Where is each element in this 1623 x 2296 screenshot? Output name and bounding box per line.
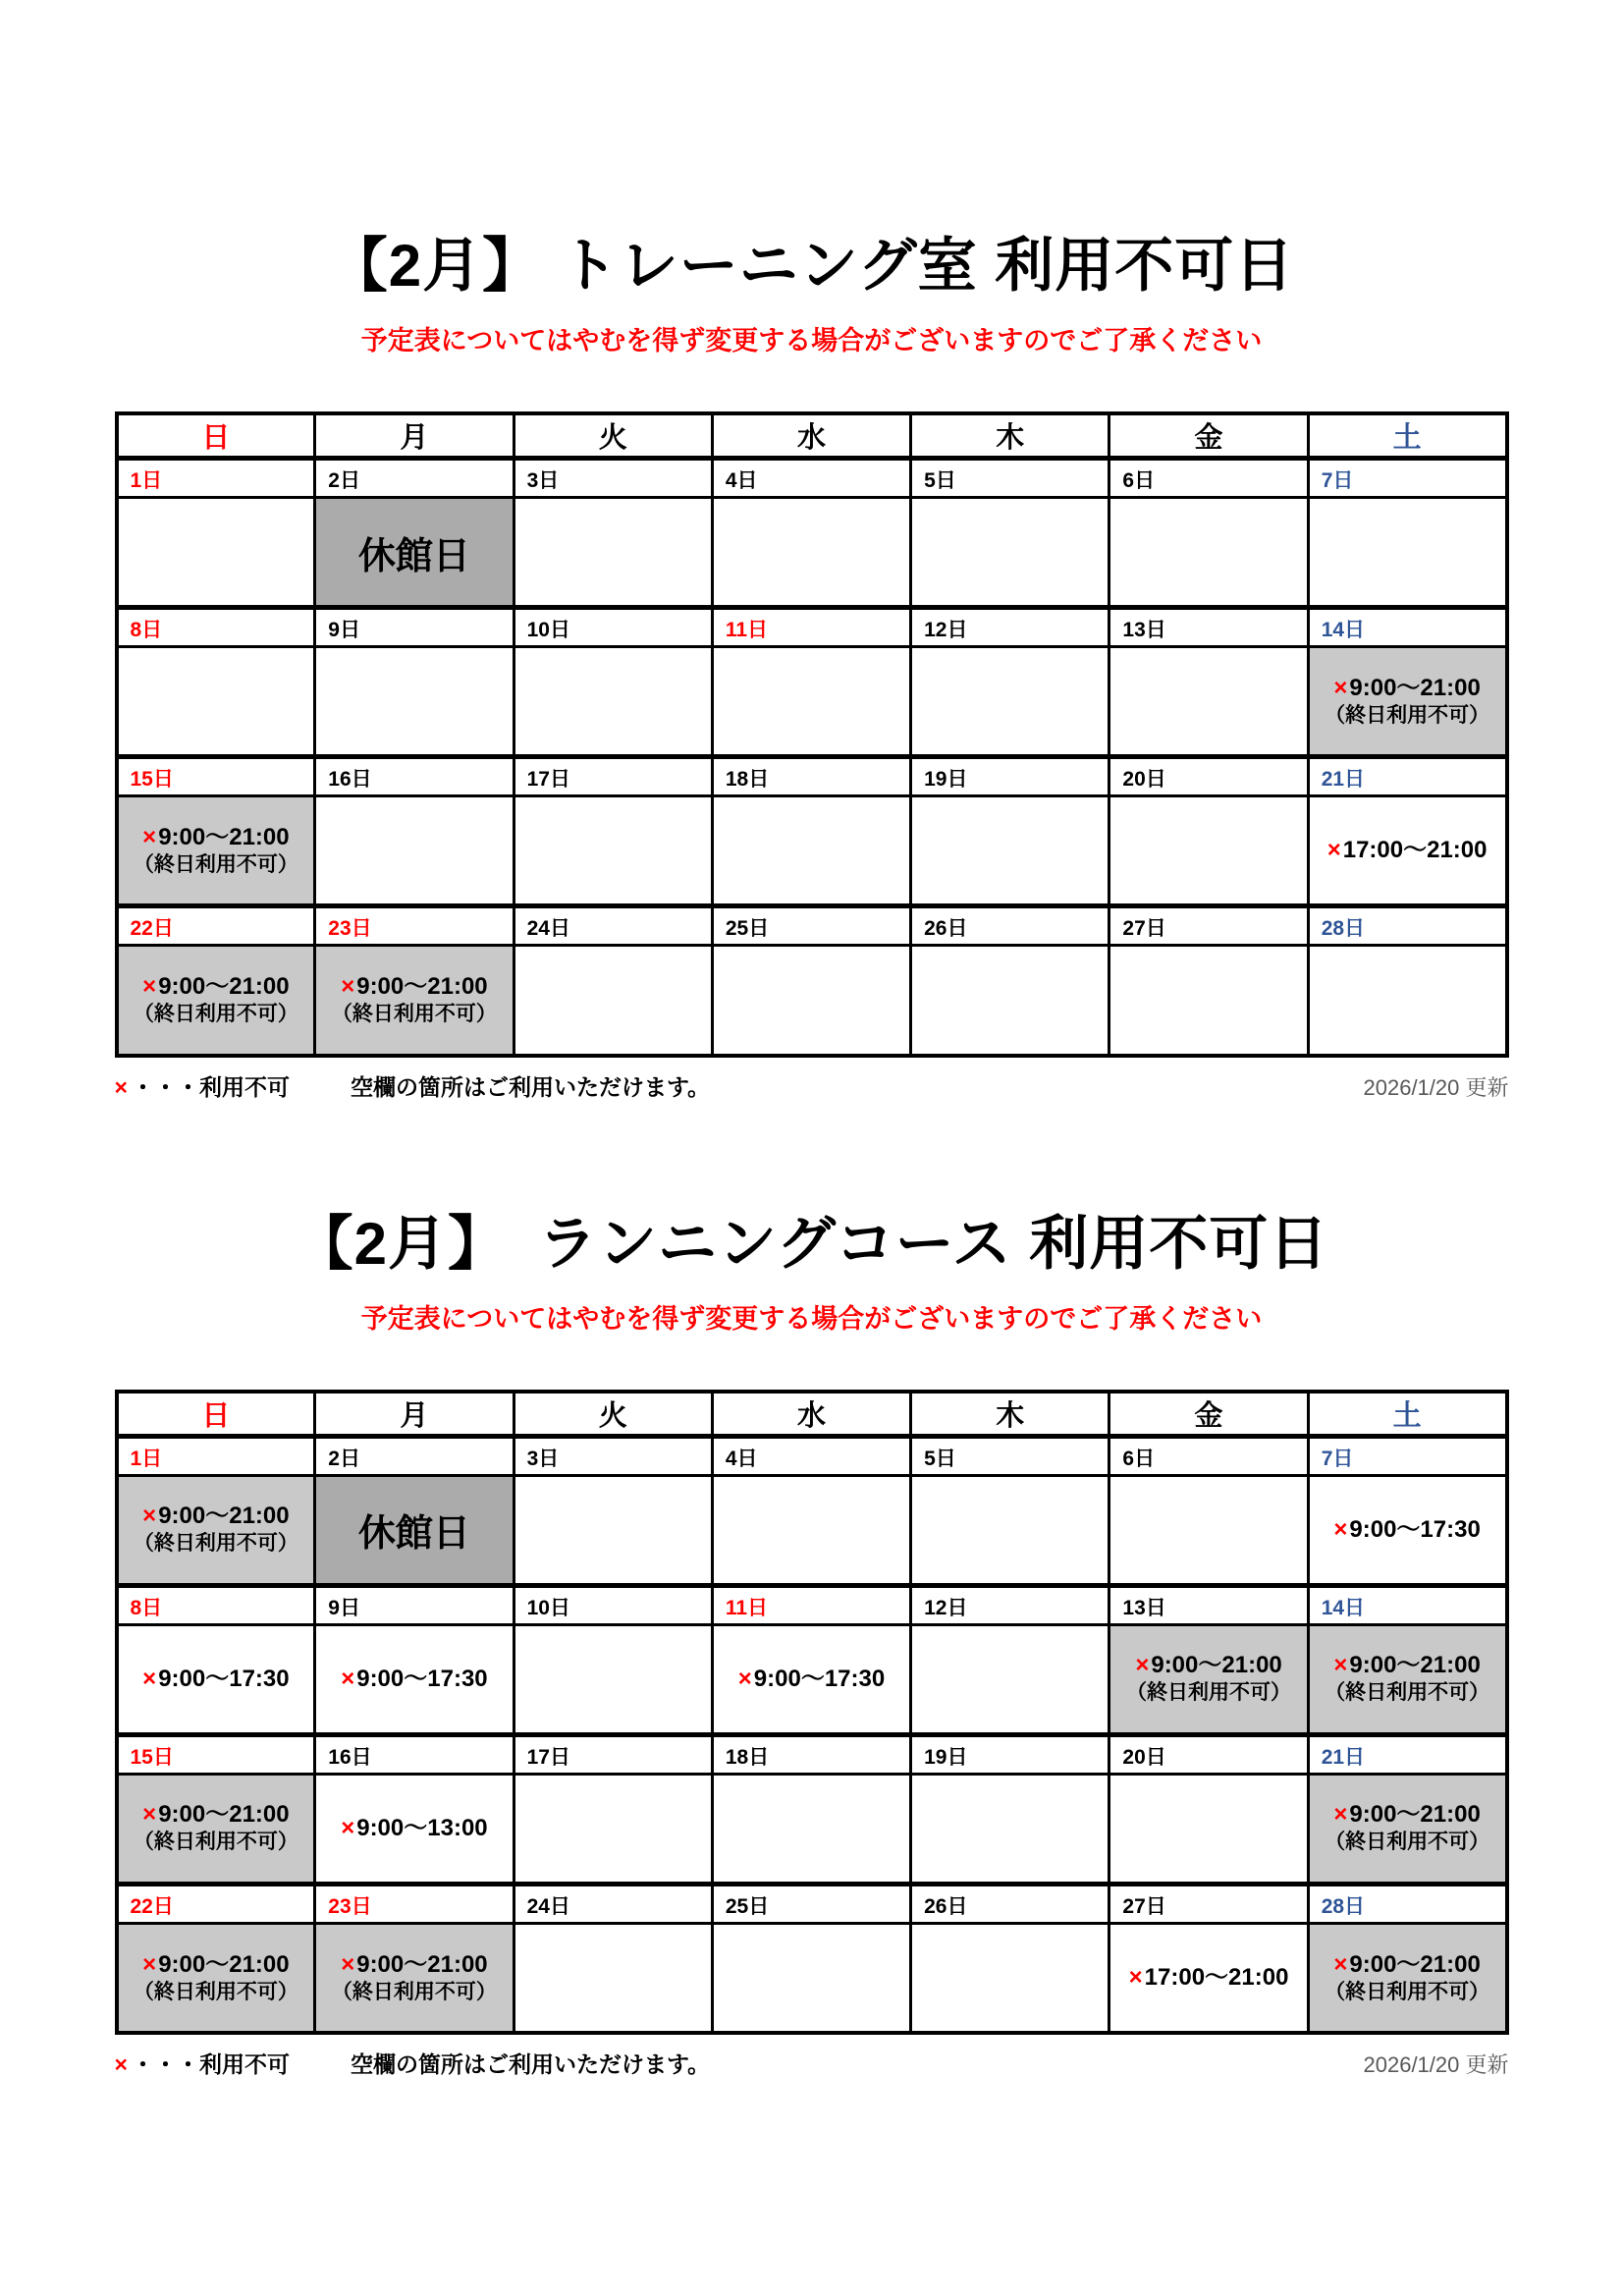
unavailable-allday-cell: [117, 1923, 315, 2033]
available-empty-cell: [514, 647, 712, 757]
x-mark: ×: [341, 1814, 355, 1841]
available-empty-cell: [712, 796, 910, 906]
day-number: 28日: [1308, 906, 1506, 946]
legend-blank-note: 空欄の箇所はご利用いただけます。: [350, 1073, 711, 1100]
calendar-body: [117, 1436, 1507, 2033]
x-mark: ×: [737, 1665, 752, 1692]
day-number: 9日: [315, 608, 514, 647]
day-number: 16日: [315, 1734, 514, 1774]
available-empty-cell: [712, 498, 910, 608]
day-number-row: [117, 459, 1507, 498]
time-range: [318, 972, 510, 1002]
time-text: 9:00～17:30: [158, 1665, 290, 1692]
time-text: 9:00～21:00: [158, 973, 290, 1001]
day-number: 10日: [514, 608, 712, 647]
time-text: 9:00～21:00: [1349, 1652, 1481, 1679]
x-mark: ×: [341, 1950, 355, 1978]
time-text: 9:00～13:00: [356, 1814, 488, 1841]
day-number: 22日: [117, 1884, 315, 1923]
available-empty-cell: [514, 498, 712, 608]
day-number: 12日: [911, 1585, 1109, 1624]
week-content-row: [117, 1475, 1507, 1585]
day-number: 23日: [315, 906, 514, 946]
legend: [115, 2047, 711, 2079]
day-number-row: [117, 1734, 1507, 1774]
unavailable-time-cell: [1308, 796, 1506, 906]
allday-note: （終日利用不可）: [1126, 1681, 1292, 1705]
available-empty-cell: [514, 1475, 712, 1585]
available-empty-cell: [911, 946, 1109, 1056]
weekday-label: 火: [514, 1392, 712, 1437]
time-text: 17:00～21:00: [1144, 1963, 1289, 1991]
available-empty-cell: [712, 1774, 910, 1884]
available-empty-cell: [712, 1475, 910, 1585]
allday-note: （終日利用不可）: [133, 1532, 298, 1556]
day-number: 26日: [911, 1884, 1109, 1923]
day-number-row: [117, 1884, 1507, 1923]
available-empty-cell: [1109, 498, 1308, 608]
x-mark: ×: [1135, 1652, 1150, 1679]
day-number: 17日: [514, 1734, 712, 1774]
day-number: 3日: [514, 459, 712, 498]
allday-note: （終日利用不可）: [133, 1003, 298, 1026]
training-room-calendar-section: [0, 0, 1623, 1102]
day-number-row: [117, 906, 1507, 946]
x-mark: ×: [142, 1950, 157, 1978]
day-number: 23日: [315, 1884, 514, 1923]
updated-date: 2026/1/20 更新: [1363, 2052, 1509, 2078]
unavailable-allday-cell: [117, 796, 315, 906]
available-empty-cell: [1109, 946, 1308, 1056]
weekday-label: 月: [315, 413, 514, 459]
day-number: 11日: [712, 1585, 910, 1624]
allday-note: （終日利用不可）: [1325, 1831, 1490, 1854]
day-number: 27日: [1109, 1884, 1308, 1923]
unavailable-allday-cell: [117, 946, 315, 1056]
day-number: 20日: [1109, 1734, 1308, 1774]
time-text: 9:00～17:30: [753, 1665, 886, 1692]
closed-day-cell: [315, 1475, 514, 1585]
weekday-label: 日: [117, 413, 315, 459]
day-number: 1日: [117, 1436, 315, 1475]
time-range: [318, 1814, 510, 1843]
day-number: 5日: [911, 1436, 1109, 1475]
x-mark: ×: [1333, 1515, 1348, 1543]
time-text: 9:00～21:00: [1349, 1950, 1481, 1978]
day-number: 19日: [911, 757, 1109, 796]
weekday-header-row: [117, 1392, 1507, 1437]
running-course-calendar-section: [0, 1102, 1623, 2080]
time-text: 9:00～21:00: [356, 1950, 488, 1978]
unavailable-allday-cell: [117, 1774, 315, 1884]
day-number: 7日: [1308, 459, 1506, 498]
weekday-label: 水: [712, 413, 910, 459]
training-room-title: 【2月】 トレーニング室 利用不可日: [328, 233, 1295, 299]
unavailable-time-cell: [117, 1624, 315, 1734]
day-number: 15日: [117, 757, 315, 796]
x-mark: ×: [1333, 674, 1348, 701]
day-number: 12日: [911, 608, 1109, 647]
day-number: 21日: [1308, 1734, 1506, 1774]
allday-note: （終日利用不可）: [331, 1003, 497, 1026]
available-empty-cell: [315, 796, 514, 906]
day-number: 3日: [514, 1436, 712, 1475]
available-empty-cell: [1109, 796, 1308, 906]
available-empty-cell: [712, 946, 910, 1056]
day-number: 25日: [712, 906, 910, 946]
unavailable-allday-cell: [1109, 1624, 1308, 1734]
available-empty-cell: [911, 1774, 1109, 1884]
closed-label: 休館日: [357, 1513, 470, 1556]
week-content-row: [117, 498, 1507, 608]
unavailable-allday-cell: [1308, 1923, 1506, 2033]
unavailable-allday-cell: [1308, 647, 1506, 757]
x-mark: ×: [1326, 837, 1341, 864]
weekday-label: 木: [911, 1392, 1109, 1437]
week-content-row: [117, 946, 1507, 1056]
x-mark: ×: [142, 1503, 157, 1530]
available-empty-cell: [911, 647, 1109, 757]
time-text: 9:00～17:30: [356, 1665, 488, 1692]
available-empty-cell: [117, 498, 315, 608]
legend: [115, 1069, 711, 1102]
training-room-footnote: [115, 1069, 1509, 1102]
time-range: [318, 1950, 510, 1980]
time-range: [1312, 836, 1503, 865]
updated-date: 2026/1/20 更新: [1363, 1074, 1509, 1100]
day-number-row: [117, 608, 1507, 647]
unavailable-allday-cell: [1308, 1624, 1506, 1734]
available-empty-cell: [911, 1475, 1109, 1585]
day-number: 21日: [1308, 757, 1506, 796]
available-empty-cell: [514, 796, 712, 906]
x-mark: ×: [142, 973, 157, 1001]
available-empty-cell: [911, 498, 1109, 608]
weekday-label: 土: [1308, 413, 1506, 459]
time-range: [1312, 1515, 1503, 1545]
available-empty-cell: [1109, 647, 1308, 757]
available-empty-cell: [712, 1923, 910, 2033]
weekday-label: 金: [1109, 1392, 1308, 1437]
unavailable-time-cell: [315, 1624, 514, 1734]
legend-blank-note: 空欄の箇所はご利用いただけます。: [350, 2051, 711, 2078]
time-range: [1112, 1963, 1304, 1993]
unavailable-allday-cell: [315, 1923, 514, 2033]
day-number-row: [117, 1436, 1507, 1475]
day-number: 14日: [1308, 1585, 1506, 1624]
time-range: [1112, 1651, 1304, 1680]
running-course-calendar-table: [115, 1390, 1509, 2036]
x-mark: ×: [114, 1073, 128, 1100]
x-mark: ×: [341, 1665, 355, 1692]
running-course-title: 【2月】 ランニングコース 利用不可日: [294, 1210, 1329, 1277]
available-empty-cell: [514, 1923, 712, 2033]
unavailable-allday-cell: [117, 1475, 315, 1585]
time-range: [121, 1950, 312, 1980]
unavailable-time-cell: [1109, 1923, 1308, 2033]
available-empty-cell: [911, 796, 1109, 906]
x-mark: ×: [142, 1665, 157, 1692]
running-course-notice: 予定表についてはやむを得ず変更する場合がございますのでご了承ください: [360, 1303, 1263, 1334]
unavailable-time-cell: [1308, 1475, 1506, 1585]
time-range: [1312, 1950, 1503, 1980]
available-empty-cell: [1109, 1774, 1308, 1884]
allday-note: （終日利用不可）: [133, 852, 298, 876]
day-number: 15日: [117, 1734, 315, 1774]
day-number-row: [117, 1585, 1507, 1624]
day-number: 13日: [1109, 608, 1308, 647]
allday-note: （終日利用不可）: [1325, 1681, 1490, 1705]
time-text: 9:00～21:00: [158, 1801, 290, 1829]
day-number: 2日: [315, 459, 514, 498]
available-empty-cell: [315, 647, 514, 757]
unavailable-allday-cell: [1308, 1774, 1506, 1884]
available-empty-cell: [514, 946, 712, 1056]
time-text: 9:00～17:30: [1349, 1515, 1481, 1543]
week-content-row: [117, 1923, 1507, 2033]
time-range: [121, 1800, 312, 1830]
time-text: 9:00～21:00: [158, 1503, 290, 1530]
day-number: 25日: [712, 1884, 910, 1923]
x-mark: ×: [1333, 1652, 1348, 1679]
time-range: [121, 1502, 312, 1531]
allday-note: （終日利用不可）: [1325, 1980, 1490, 2003]
weekday-header-row: [117, 413, 1507, 459]
weekday-label: 月: [315, 1392, 514, 1437]
time-text: 9:00～21:00: [158, 823, 290, 850]
time-range: [121, 972, 312, 1002]
unavailable-time-cell: [315, 1774, 514, 1884]
day-number: 19日: [911, 1734, 1109, 1774]
x-mark: ×: [1333, 1801, 1348, 1829]
legend-x-meaning: ・・・利用不可: [131, 1073, 290, 1100]
day-number: 1日: [117, 459, 315, 498]
weekday-header: [117, 413, 1507, 459]
time-range: [121, 1665, 312, 1694]
training-room-calendar-table: [115, 411, 1509, 1058]
weekday-label: 金: [1109, 413, 1308, 459]
unavailable-allday-cell: [315, 946, 514, 1056]
time-range: [1312, 1800, 1503, 1830]
day-number: 22日: [117, 906, 315, 946]
allday-note: （終日利用不可）: [331, 1980, 497, 2003]
day-number: 13日: [1109, 1585, 1308, 1624]
available-empty-cell: [712, 647, 910, 757]
time-text: 9:00～21:00: [1349, 674, 1481, 701]
allday-note: （終日利用不可）: [1325, 703, 1490, 727]
time-text: 9:00～21:00: [356, 973, 488, 1001]
x-mark: ×: [114, 2051, 128, 2078]
weekday-label: 水: [712, 1392, 910, 1437]
time-range: [716, 1665, 907, 1694]
time-text: 9:00～21:00: [1349, 1801, 1481, 1829]
day-number: 17日: [514, 757, 712, 796]
day-number: 9日: [315, 1585, 514, 1624]
week-content-row: [117, 1774, 1507, 1884]
day-number: 7日: [1308, 1436, 1506, 1475]
day-number-row: [117, 757, 1507, 796]
day-number: 10日: [514, 1585, 712, 1624]
x-mark: ×: [341, 973, 355, 1001]
available-empty-cell: [117, 647, 315, 757]
unavailable-time-cell: [712, 1624, 910, 1734]
running-course-footnote: [115, 2047, 1509, 2079]
day-number: 5日: [911, 459, 1109, 498]
time-range: [1312, 1651, 1503, 1680]
calendar-body: [117, 459, 1507, 1056]
day-number: 27日: [1109, 906, 1308, 946]
time-text: 17:00～21:00: [1342, 837, 1488, 864]
allday-note: （終日利用不可）: [133, 1831, 298, 1854]
day-number: 28日: [1308, 1884, 1506, 1923]
available-empty-cell: [911, 1624, 1109, 1734]
day-number: 6日: [1109, 1436, 1308, 1475]
legend-x-meaning: ・・・利用不可: [131, 2051, 290, 2078]
training-room-notice: 予定表についてはやむを得ず変更する場合がございますのでご了承ください: [360, 326, 1263, 355]
closed-day-cell: [315, 498, 514, 608]
day-number: 18日: [712, 757, 910, 796]
day-number: 6日: [1109, 459, 1308, 498]
day-number: 8日: [117, 608, 315, 647]
day-number: 26日: [911, 906, 1109, 946]
available-empty-cell: [911, 1923, 1109, 2033]
available-empty-cell: [1109, 1475, 1308, 1585]
day-number: 2日: [315, 1436, 514, 1475]
weekday-header: [117, 1392, 1507, 1437]
week-content-row: [117, 796, 1507, 906]
weekday-label: 火: [514, 413, 712, 459]
day-number: 11日: [712, 608, 910, 647]
x-mark: ×: [1128, 1963, 1143, 1991]
available-empty-cell: [1308, 946, 1506, 1056]
available-empty-cell: [1308, 498, 1506, 608]
time-text: 9:00～21:00: [1151, 1652, 1282, 1679]
closed-label: 休館日: [357, 535, 470, 577]
week-content-row: [117, 647, 1507, 757]
day-number: 18日: [712, 1734, 910, 1774]
day-number: 4日: [712, 459, 910, 498]
day-number: 14日: [1308, 608, 1506, 647]
week-content-row: [117, 1624, 1507, 1734]
time-range: [318, 1665, 510, 1694]
available-empty-cell: [514, 1624, 712, 1734]
day-number: 24日: [514, 1884, 712, 1923]
allday-note: （終日利用不可）: [133, 1980, 298, 2003]
time-text: 9:00～21:00: [158, 1950, 290, 1978]
x-mark: ×: [142, 823, 157, 850]
time-range: [121, 823, 312, 852]
day-number: 24日: [514, 906, 712, 946]
x-mark: ×: [142, 1801, 157, 1829]
x-mark: ×: [1333, 1950, 1348, 1978]
time-range: [1312, 674, 1503, 703]
day-number: 16日: [315, 757, 514, 796]
available-empty-cell: [514, 1774, 712, 1884]
day-number: 20日: [1109, 757, 1308, 796]
weekday-label: 木: [911, 413, 1109, 459]
weekday-label: 土: [1308, 1392, 1506, 1437]
day-number: 4日: [712, 1436, 910, 1475]
weekday-label: 日: [117, 1392, 315, 1437]
day-number: 8日: [117, 1585, 315, 1624]
